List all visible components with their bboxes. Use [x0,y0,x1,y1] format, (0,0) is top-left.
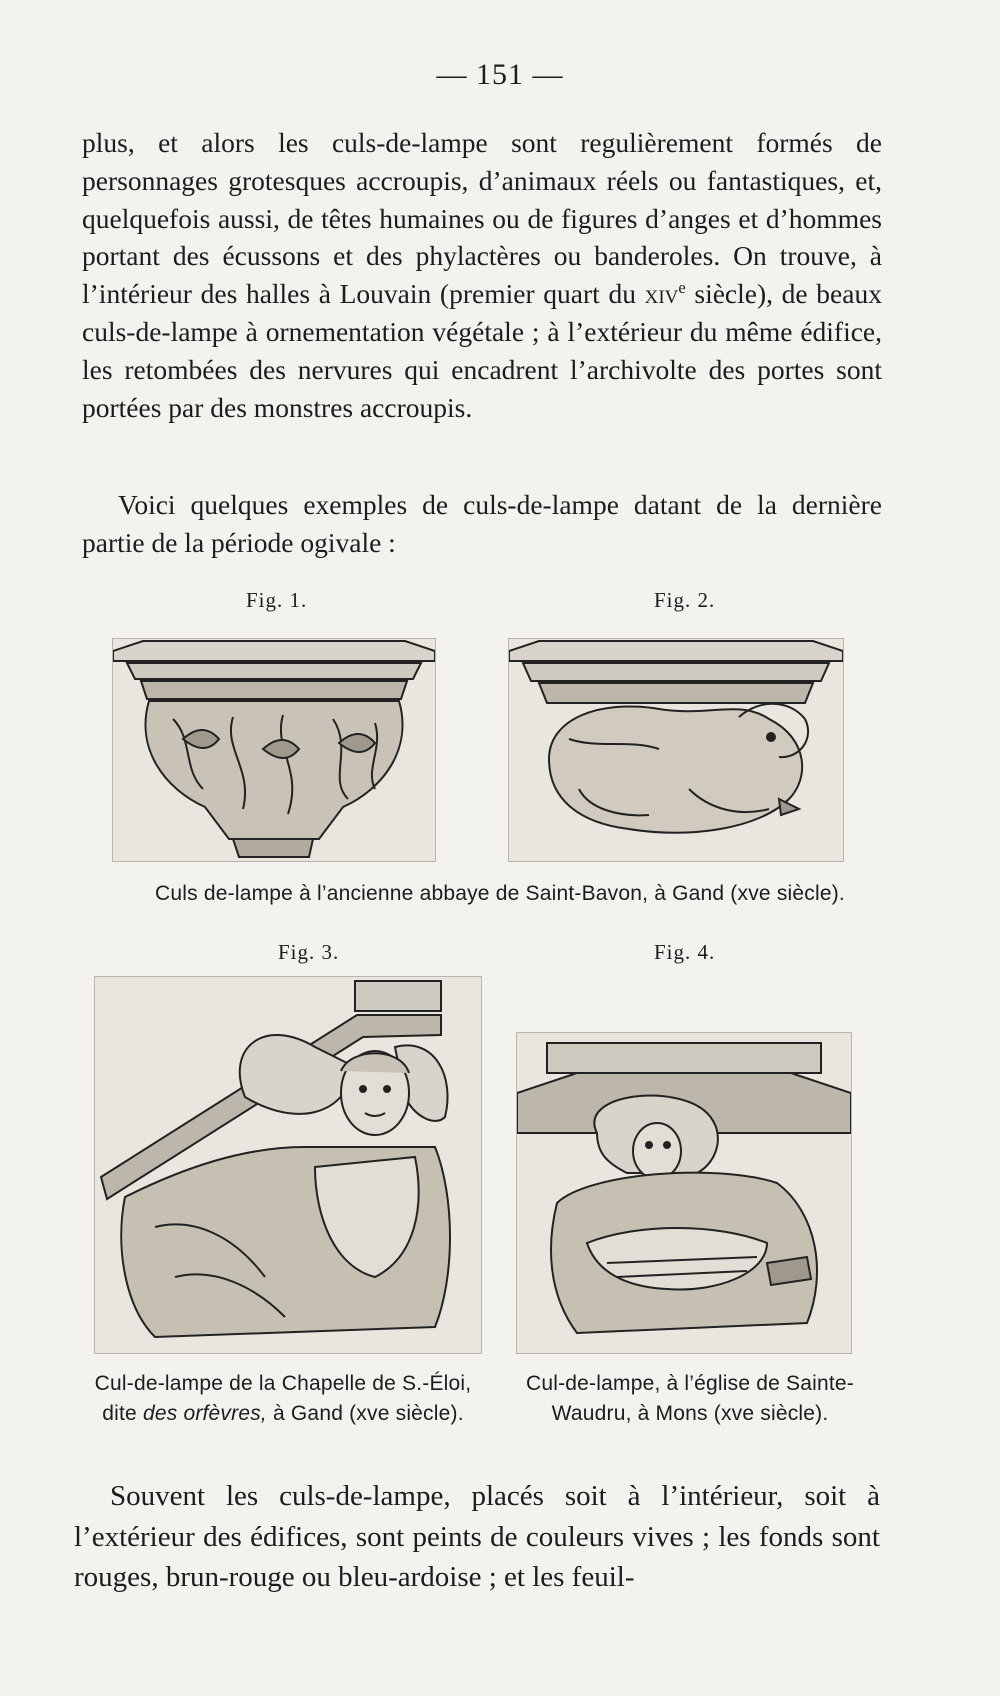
fig-4-illustration [516,1032,852,1354]
paragraph-2: Voici quelques exemples de culs-de-lampe datant de la dernière partie de la période ogivale : [82,489,882,558]
page-number: — 151 — [436,58,564,91]
caption-fig-3 [78,1369,488,1429]
paragraph-1 [82,124,882,426]
hooded-figure-corbel-drawing [517,1033,851,1353]
fig-3-illustration [94,976,482,1354]
caption-fig-4-line-2: Waudru, à Mons (xve siècle). [551,1402,829,1425]
caption-fig-3-line-2 [78,1399,488,1429]
fig-3-label: Fig. 3. [278,940,340,964]
century-superscript: e [678,278,686,298]
caption-fig-3-line-2-pre: dite [102,1402,143,1425]
caption-fig-3-line-1: Cul-de-lampe de la Chapelle de S.-Éloi, [94,1372,472,1395]
fig-2-illustration [508,638,844,862]
caption-fig-3-italic: des orfèvres, [142,1402,267,1425]
paragraph-3: Souvent les culs-de-lampe, placés soit à l’intérieur, soit à l’extérieur des édifices, sont peints de couleurs vives ; les fonds sont rouges, brun-rouge ou bleu-ardoise ; et les feuil- [74,1480,880,1593]
foliage-corbel-drawing [113,639,435,861]
fig-1-illustration [112,638,436,862]
century-roman: xiv [644,278,679,310]
caption-fig-4 [510,1369,870,1429]
angel-with-shield-corbel-drawing [95,977,481,1353]
fig-4-label: Fig. 4. [654,940,716,964]
caption-fig-3-line-2-post: à Gand (xve siècle). [266,1402,464,1425]
caption-figs-1-2: Culs de-lampe à l’ancienne abbaye de Saint-Bavon, à Gand (xve siècle). [155,882,845,905]
caption-fig-4-line-1: Cul-de-lampe, à l’église de Sainte- [526,1372,854,1395]
paragraph-1-text-a: plus, et alors les culs-de-lampe sont regulièrement formés de personnages grotesques accroupis, d’animaux réels ou fantastiques, et, quelquefois aussi, de têtes humaines ou de figures d’anges et d’hommes portant des écussons et des phylactères ou banderoles. On trouve, à l’intérieur des halles à Louvain (premier quart du [82,127,882,310]
fig-1-label: Fig. 1. [246,588,308,612]
paragraph-1-text-b: siècle), de beaux culs-de-lampe à ornementation végétale ; à l’extérieur du même édifice, les retombées des nervures qui encadrent l’archivolte des portes sont portées par des monstres accroupis. [82,278,882,423]
fig-2-label: Fig. 2. [654,588,716,612]
crouching-beast-corbel-drawing [509,639,843,861]
